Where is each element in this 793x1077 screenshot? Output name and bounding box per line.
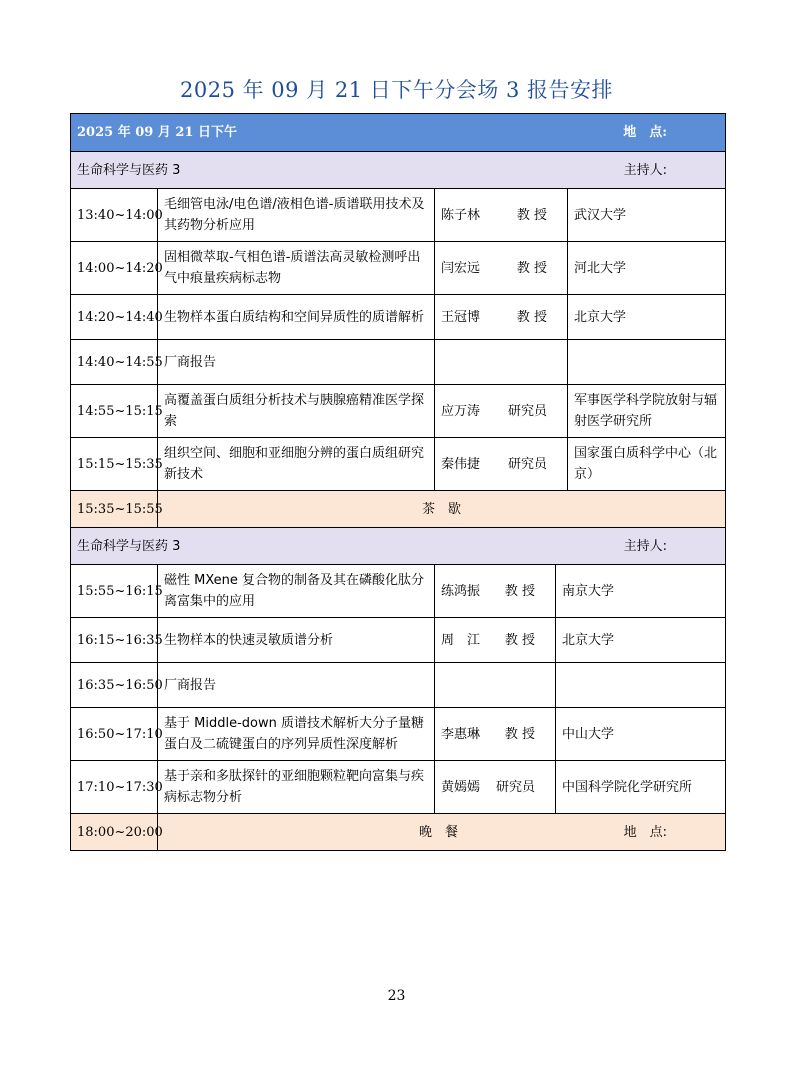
org-cell: 中国科学院化学研究所 bbox=[556, 761, 726, 814]
break-label: 茶 歇 bbox=[158, 491, 726, 528]
speaker-rank: 研究员 bbox=[495, 779, 535, 795]
speaker-rank: 教 授 bbox=[516, 207, 547, 223]
speaker-rank: 研究员 bbox=[507, 403, 547, 419]
speaker-rank: 教 授 bbox=[516, 260, 547, 276]
time-cell: 16:35~16:50 bbox=[71, 663, 158, 708]
speaker-rank: 教 授 bbox=[504, 583, 535, 599]
speaker-name: 陈子林 bbox=[441, 207, 481, 223]
table-row bbox=[71, 761, 726, 814]
org-cell: 国家蛋白质科学中心（北京） bbox=[568, 438, 726, 491]
speaker-cell bbox=[435, 340, 568, 385]
host-label: 主持人: bbox=[623, 538, 668, 554]
speaker-name: 应万涛 bbox=[441, 403, 481, 419]
session-name: 生命科学与医药 3 bbox=[77, 162, 181, 178]
table-row bbox=[71, 618, 726, 663]
speaker-name: 闫宏远 bbox=[441, 260, 481, 276]
org-cell: 北京大学 bbox=[568, 295, 726, 340]
topic-cell: 固相微萃取-气相色谱-质谱法高灵敏检测呼出气中痕量疾病标志物 bbox=[158, 242, 435, 295]
table-row bbox=[71, 438, 726, 491]
page-number: 23 bbox=[387, 988, 406, 1004]
topic-cell: 组织空间、细胞和亚细胞分辨的蛋白质组研究新技术 bbox=[158, 438, 435, 491]
break-time: 15:35~15:55 bbox=[71, 491, 158, 528]
table-row bbox=[71, 565, 726, 618]
topic-cell: 厂商报告 bbox=[158, 663, 435, 708]
schedule-table bbox=[70, 113, 726, 851]
schedule-table-wrapper bbox=[70, 113, 725, 851]
date-header: 2025 年 09 月 21 日下午 bbox=[77, 125, 237, 140]
session-header-row bbox=[71, 152, 726, 189]
time-cell: 14:20~14:40 bbox=[71, 295, 158, 340]
table-row bbox=[71, 708, 726, 761]
org-cell bbox=[568, 340, 726, 385]
speaker-cell bbox=[435, 618, 556, 663]
speaker-rank: 教 授 bbox=[504, 632, 535, 648]
page-title: 2025 年 09 月 21 日下午分会场 3 报告安排 bbox=[180, 78, 613, 102]
table-row bbox=[71, 189, 726, 242]
speaker-cell bbox=[435, 242, 568, 295]
table-row bbox=[71, 340, 726, 385]
topic-cell: 生物样本的快速灵敏质谱分析 bbox=[158, 618, 435, 663]
topic-cell: 毛细管电泳/电色谱/液相色谱-质谱联用技术及其药物分析应用 bbox=[158, 189, 435, 242]
time-cell: 16:50~17:10 bbox=[71, 708, 158, 761]
dinner-time: 18:00~20:00 bbox=[71, 814, 158, 851]
time-cell: 16:15~16:35 bbox=[71, 618, 158, 663]
topic-cell: 高覆盖蛋白质组分析技术与胰腺癌精准医学探索 bbox=[158, 385, 435, 438]
dinner-location-label: 地 点: bbox=[623, 824, 668, 840]
speaker-cell bbox=[435, 708, 556, 761]
time-cell: 14:55~15:15 bbox=[71, 385, 158, 438]
speaker-rank: 教 授 bbox=[516, 309, 547, 325]
org-cell: 河北大学 bbox=[568, 242, 726, 295]
org-cell: 北京大学 bbox=[556, 618, 726, 663]
org-cell: 南京大学 bbox=[556, 565, 726, 618]
topic-cell: 基于 Middle-down 质谱技术解析大分子量糖蛋白及二硫键蛋白的序列异质性深度解析 bbox=[158, 708, 435, 761]
date-header-row bbox=[71, 114, 726, 152]
speaker-name: 练鸿振 bbox=[441, 583, 481, 599]
break-row bbox=[71, 491, 726, 528]
table-row bbox=[71, 385, 726, 438]
org-cell: 中山大学 bbox=[556, 708, 726, 761]
org-cell: 武汉大学 bbox=[568, 189, 726, 242]
speaker-rank: 教 授 bbox=[504, 726, 535, 742]
time-cell: 15:55~16:15 bbox=[71, 565, 158, 618]
speaker-cell bbox=[435, 761, 556, 814]
org-cell bbox=[556, 663, 726, 708]
time-cell: 14:40~14:55 bbox=[71, 340, 158, 385]
speaker-rank: 研究员 bbox=[507, 456, 547, 472]
topic-cell: 生物样本蛋白质结构和空间异质性的质谱解析 bbox=[158, 295, 435, 340]
schedule-body bbox=[71, 114, 726, 851]
speaker-cell bbox=[435, 189, 568, 242]
time-cell: 15:15~15:35 bbox=[71, 438, 158, 491]
session-header-row bbox=[71, 528, 726, 565]
speaker-cell bbox=[435, 295, 568, 340]
dinner-row bbox=[71, 814, 726, 851]
time-cell: 14:00~14:20 bbox=[71, 242, 158, 295]
session-name: 生命科学与医药 3 bbox=[77, 538, 181, 554]
speaker-cell bbox=[435, 385, 568, 438]
speaker-name: 王冠博 bbox=[441, 309, 481, 325]
table-row bbox=[71, 663, 726, 708]
location-label: 地 点: bbox=[623, 125, 668, 140]
speaker-name: 周 江 bbox=[441, 632, 481, 648]
topic-cell: 基于亲和多肽探针的亚细胞颗粒靶向富集与疾病标志物分析 bbox=[158, 761, 435, 814]
speaker-name: 李惠琳 bbox=[441, 726, 481, 742]
speaker-name: 黄嫣嫣 bbox=[441, 779, 481, 795]
speaker-cell bbox=[435, 663, 556, 708]
time-cell: 17:10~17:30 bbox=[71, 761, 158, 814]
org-cell: 军事医学科学院放射与辐射医学研究所 bbox=[568, 385, 726, 438]
topic-cell: 厂商报告 bbox=[158, 340, 435, 385]
table-row bbox=[71, 242, 726, 295]
table-row bbox=[71, 295, 726, 340]
dinner-label: 晚 餐 bbox=[419, 824, 459, 840]
speaker-cell bbox=[435, 438, 568, 491]
topic-cell: 磁性 MXene 复合物的制备及其在磷酸化肽分离富集中的应用 bbox=[158, 565, 435, 618]
speaker-name: 秦伟捷 bbox=[441, 456, 481, 472]
host-label: 主持人: bbox=[623, 162, 668, 178]
speaker-cell bbox=[435, 565, 556, 618]
time-cell: 13:40~14:00 bbox=[71, 189, 158, 242]
